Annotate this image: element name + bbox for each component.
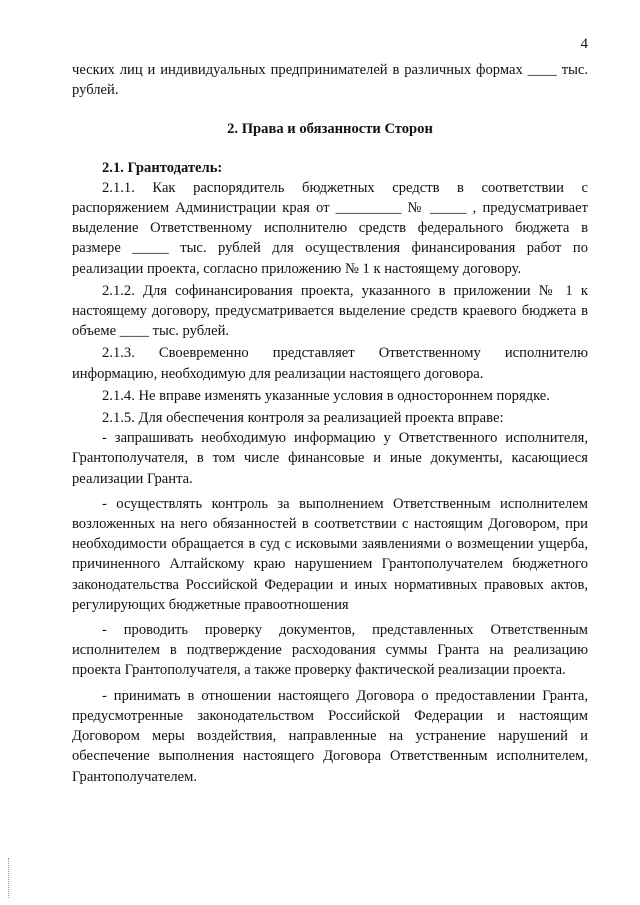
right-item-4: - принимать в отношении настоящего Договора о предоставлении Гранта, предусмотренные законодательством Российской Федерации и настоящим Договором меры воздействия, направленные на устранение нарушений и обеспечение выполнения настоящего Договора Ответственным исполнителем, Грантополучателем. (72, 687, 588, 785)
right-item-3: - проводить проверку документов, представленных Ответственным исполнителем в подтверждение расходования суммы Гранта на реализацию проекта Грантополучателя, а также проверку фактической реализации проекта. (72, 622, 588, 679)
scan-margin-mark (8, 858, 11, 898)
section-title: 2. Права и обязанности Сторон (227, 121, 433, 138)
document-body (72, 60, 588, 787)
intro-paragraph: ческих лиц и индивидуальных предпринимателей в различных формах ____ тыс. рублей. (72, 62, 588, 99)
page-number: 4 (580, 36, 588, 52)
right-item-1: - запрашивать необходимую информацию у Ответственного исполнителя, Грантополучателя, в том числе финансовые и иные документы, касающиеся реализации Гранта. (72, 430, 588, 487)
clause-2-1-2: 2.1.2. Для софинансирования проекта, указанного в приложении № 1 к настоящему договору, предусматривается выделение средств краевого бюджета в объеме ____ тыс. рублей. (72, 282, 588, 340)
clause-2-1-1: 2.1.1. Как распорядитель бюджетных средств в соответствии с распоряжением Администрации края от _________ № _____ , предусматривает выделение Ответственному исполнителю средств федерального бюджета в размере _____ тыс. рублей для осуществления финансирования работ по реализации проекта, согласно приложению № 1 к настоящему договору. (72, 179, 588, 277)
right-item-2: - осуществлять контроль за выполнением Ответственным исполнителем возложенных на него обязанностей в соответствии с настоящим Договором, при необходимости обращается в суд с исковыми заявлениями о возмещении ущерба, причиненного Алтайскому краю нарушением Грантополучателем бюджетного законодательства Российской Федерации и иных нормативных правовых актов, регулирующих бюджетные правоотношения (72, 495, 588, 613)
subsection-title: 2.1. Грантодатель: (102, 159, 223, 176)
clause-2-1-4: 2.1.4. Не вправе изменять указанные условия в одностороннем порядке. (102, 387, 550, 404)
clause-2-1-5: 2.1.5. Для обеспечения контроля за реализацией проекта вправе: (102, 410, 504, 427)
clause-2-1-3: 2.1.3. Своевременно представляет Ответственному исполнителю информацию, необходимую для реализации настоящего договора. (72, 345, 588, 382)
